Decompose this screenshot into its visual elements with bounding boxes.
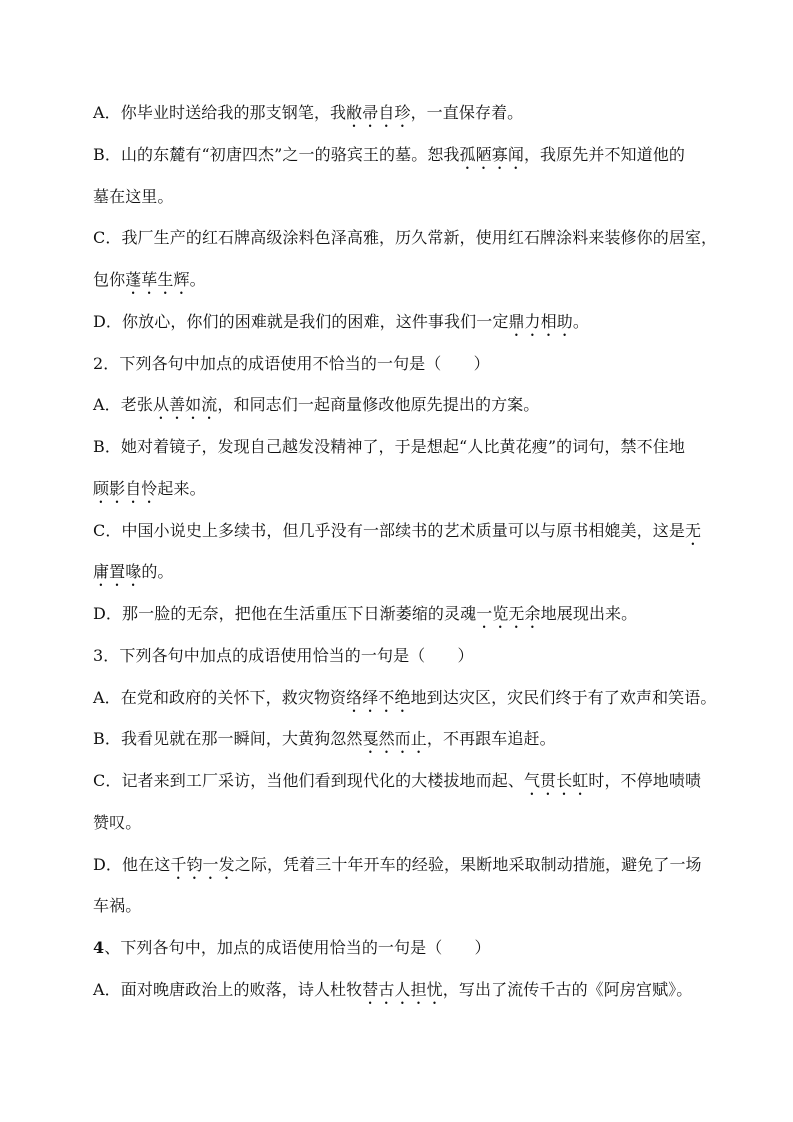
emphasized-idiom: 蓬荜生辉 bbox=[125, 270, 190, 289]
text-segment: 车祸。 bbox=[93, 896, 142, 916]
text-line bbox=[93, 217, 718, 259]
emphasized-idiom: 络绎不绝 bbox=[346, 687, 411, 707]
text-line bbox=[93, 927, 713, 969]
emphasized-idiom: 从善如流 bbox=[152, 395, 218, 415]
text-line bbox=[93, 551, 713, 593]
text-segment: 4 bbox=[93, 938, 105, 957]
text-segment: A．你毕业时送给我的那支钢笔，我 bbox=[93, 103, 347, 122]
text-segment: 起来。 bbox=[157, 478, 206, 498]
text-segment: 之际，凭着三十年开车的经验，果断地采取制动措施，避免了一场 bbox=[234, 854, 702, 874]
text-segment: 、下列各句中，加点的成语使用恰当的一句是（ ） bbox=[104, 938, 491, 957]
text-line bbox=[93, 301, 713, 343]
emphasized-idiom: 鼎力相助 bbox=[508, 311, 573, 331]
text-line bbox=[93, 760, 713, 802]
emphasized-idiom: 千钧一发 bbox=[170, 854, 235, 874]
text-segment: A．老张 bbox=[93, 395, 153, 415]
text-segment: ，写出了流传千古的《阿房宫赋》。 bbox=[442, 979, 693, 999]
text-line bbox=[93, 510, 713, 552]
text-line bbox=[93, 635, 713, 677]
text-segment: 地展现出来。 bbox=[540, 604, 638, 623]
text-segment: B．我看见就在那一瞬间，大黄狗忽然 bbox=[93, 729, 363, 749]
text-line bbox=[93, 92, 713, 134]
emphasized-idiom: 戛然而止 bbox=[362, 729, 427, 749]
emphasized-idiom: 庸置喙 bbox=[93, 562, 142, 582]
text-segment: A．面对晚唐政治上的败落，诗人杜牧 bbox=[93, 979, 363, 999]
text-line bbox=[93, 844, 713, 886]
text-line bbox=[93, 593, 713, 635]
text-segment: 包你 bbox=[93, 270, 126, 289]
text-segment: D．他在这 bbox=[93, 854, 171, 874]
text-segment: C．我厂生产的红石牌高级涂料色泽高雅，历久常新，使用红石牌涂料来装修你的居室， bbox=[93, 228, 718, 248]
text-line bbox=[93, 718, 713, 760]
text-segment: 地到达灾区，灾民们终于有了欢声和笑语。 bbox=[410, 687, 717, 707]
text-line bbox=[93, 259, 713, 301]
text-segment: 3．下列各句中加点的成语使用恰当的一句是（ ） bbox=[93, 645, 474, 665]
text-line bbox=[93, 969, 713, 1011]
emphasized-idiom: 一览无余 bbox=[476, 604, 541, 623]
text-segment: C．记者来到工厂采访，当他们看到现代化的大楼拔地而起、 bbox=[93, 771, 524, 790]
text-line bbox=[93, 468, 713, 510]
text-line bbox=[93, 134, 713, 176]
text-line bbox=[93, 885, 713, 927]
text-segment: 2．下列各句中加点的成语使用不恰当的一句是（ ） bbox=[93, 353, 490, 373]
text-segment: C．中国小说史上多续书，但几乎没有一部续书的艺术质量可以与原书相媲美，这是 bbox=[93, 520, 685, 540]
emphasized-idiom: 敝帚自珍 bbox=[346, 103, 411, 122]
text-segment: ，一直保存着。 bbox=[410, 103, 524, 122]
text-segment: ，和同志们一起商量修改他原先提出的方案。 bbox=[217, 395, 540, 415]
text-segment: D．你放心，你们的困难就是我们的困难，这件事我们一定 bbox=[93, 311, 509, 331]
text-segment: 。 bbox=[572, 311, 589, 331]
text-segment: 时，不停地啧啧 bbox=[588, 771, 702, 790]
text-line bbox=[93, 176, 713, 218]
text-line bbox=[93, 802, 713, 844]
emphasized-idiom: 顾影自怜 bbox=[93, 478, 158, 498]
text-segment: ，我原先并不知道他的 bbox=[523, 144, 685, 164]
text-segment: 赞叹。 bbox=[93, 812, 142, 832]
text-segment: 的。 bbox=[141, 562, 174, 582]
emphasized-idiom: 气贯长虹 bbox=[523, 771, 589, 790]
document-page bbox=[93, 92, 718, 1011]
text-segment: B．她对着镜子，发现自己越发没精神了，于是想起“人比黄花瘦”的词句，禁不住地 bbox=[93, 437, 685, 456]
text-line bbox=[93, 384, 713, 426]
text-segment: 。 bbox=[189, 270, 206, 289]
text-line bbox=[93, 677, 717, 719]
text-segment: 墓在这里。 bbox=[93, 186, 174, 206]
text-line bbox=[93, 426, 713, 468]
text-segment: A．在党和政府的关怀下，救灾物资 bbox=[93, 687, 347, 707]
text-line bbox=[93, 343, 713, 385]
emphasized-idiom: 无 bbox=[684, 520, 702, 540]
text-segment: B．山的东麓有“初唐四杰”之一的骆宾王的墓。恕我 bbox=[93, 144, 460, 164]
emphasized-idiom: 替古人担忧 bbox=[362, 979, 443, 999]
text-segment: D．那一脸的无奈，把他在生活重压下日渐萎缩的灵魂 bbox=[93, 604, 477, 623]
emphasized-idiom: 孤陋寡闻 bbox=[459, 144, 524, 164]
text-segment: ，不再跟车追赶。 bbox=[426, 729, 556, 749]
